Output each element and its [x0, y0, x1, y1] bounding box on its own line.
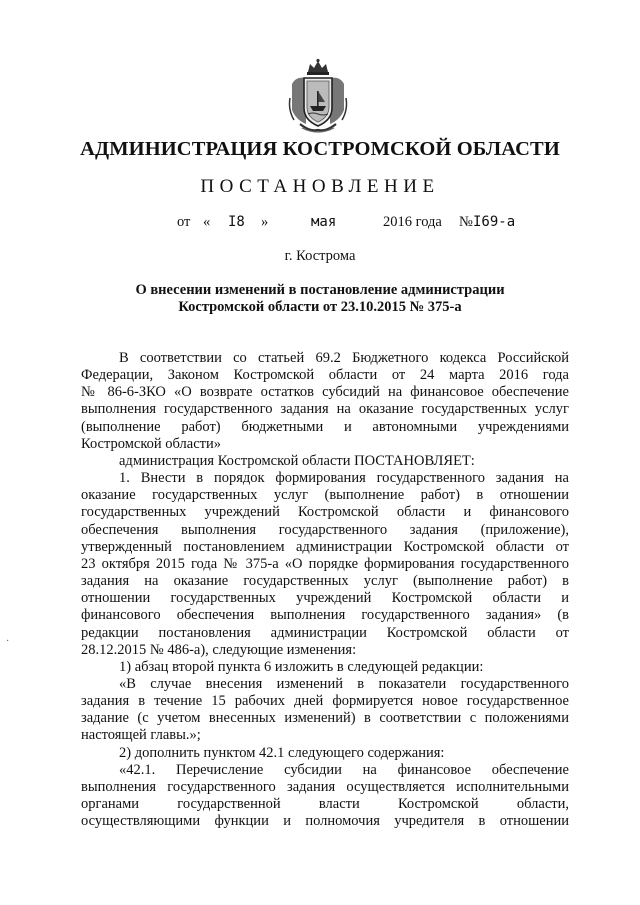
body-line: 1) абзац второй пункта 6 изложить в следующей редакции: [119, 658, 484, 675]
date-quote-open: « [203, 214, 211, 230]
coat-of-arms-emblem [286, 58, 350, 134]
date-day: I8 [228, 214, 245, 230]
body-line: Федерации, Законом Костромской области от 24 марта 2016 года [81, 367, 569, 384]
body-line: В соответствии со статьей 69.2 Бюджетного кодекса Российской [119, 350, 569, 366]
number-sign: № [459, 214, 473, 230]
document-number: I69-а [473, 214, 516, 230]
body-line: 28.12.2015 № 486-а), следующие изменения: [81, 641, 357, 658]
body-line: обеспечения выполнения государственного задания (приложение), [81, 521, 569, 538]
body-line: задания на оказание государственных услуг (выполнение работ) в [81, 573, 569, 590]
date-month: мая [311, 214, 337, 230]
body-line: администрация Костромской области ПОСТАНОВЛЯЕТ: [119, 452, 475, 469]
date-quote-close: » [261, 214, 269, 230]
body-line: настоящей главы.»; [81, 727, 201, 744]
body-line: выполнения государственного задания на оказание государственных услуг [81, 401, 569, 418]
body-line: редакции постановления администрации Костромской области от [81, 624, 569, 641]
body-line: № 86-6-ЗКО «О возврате остатков субсидий на финансовое обеспечение [81, 384, 569, 401]
subject-line: О внесении изменений в постановление администрации [135, 282, 505, 298]
body-line: отношении государственных учреждений Костромской области и [81, 590, 569, 607]
body-line: «42.1. Перечисление субсидии на финансовое обеспечение [119, 761, 569, 778]
body-line: задания в течение 15 рабочих дней формируется новое государственное [81, 693, 569, 710]
date-year: 2016 года [383, 214, 442, 230]
city-line: г. Кострома [284, 248, 356, 264]
body-line: «В случае внесения изменений в показатели государственного [119, 675, 569, 692]
subject-line: Костромской области от 23.10.2015 № 375-а [178, 299, 462, 315]
margin-mark: · [6, 636, 10, 647]
date-prefix: от [177, 214, 191, 230]
body-line: органами государственной власти Костромской области, [81, 796, 569, 813]
document-body [81, 350, 569, 830]
body-line: 2) дополнить пунктом 42.1 следующего содержания: [119, 744, 445, 761]
body-line: задание (с учетом внесенных изменений) в соответствии с положениями [81, 710, 569, 727]
body-line: финансового обеспечения выполнения государственного задания» (в [81, 607, 569, 624]
organization-title: АДМИНИСТРАЦИЯ КОСТРОМСКОЙ ОБЛАСТИ [80, 138, 560, 160]
body-line: (выполнение работ) бюджетными и автономными учреждениями [81, 418, 569, 435]
body-line: выполнения государственного задания осуществляется исполнительными [81, 778, 569, 795]
body-line: 1. Внести в порядок формирования государственного задания на [119, 470, 569, 487]
body-line: утвержденный постановлением администрации Костромской области от [81, 538, 569, 555]
document-subject [100, 282, 540, 316]
body-line: государственных учреждений Костромской области и финансового [81, 504, 569, 521]
body-line: Костромской области» [81, 435, 222, 452]
body-line: 23 октября 2015 года № 375-а «О порядке формирования государственного [81, 555, 569, 572]
body-line: оказание государственных услуг (выполнение работ) в отношении [81, 487, 569, 504]
document-type-heading: ПОСТАНОВЛЕНИЕ [200, 176, 440, 197]
body-line: осуществляющими функции и полномочия учредителя в отношении [81, 813, 569, 830]
